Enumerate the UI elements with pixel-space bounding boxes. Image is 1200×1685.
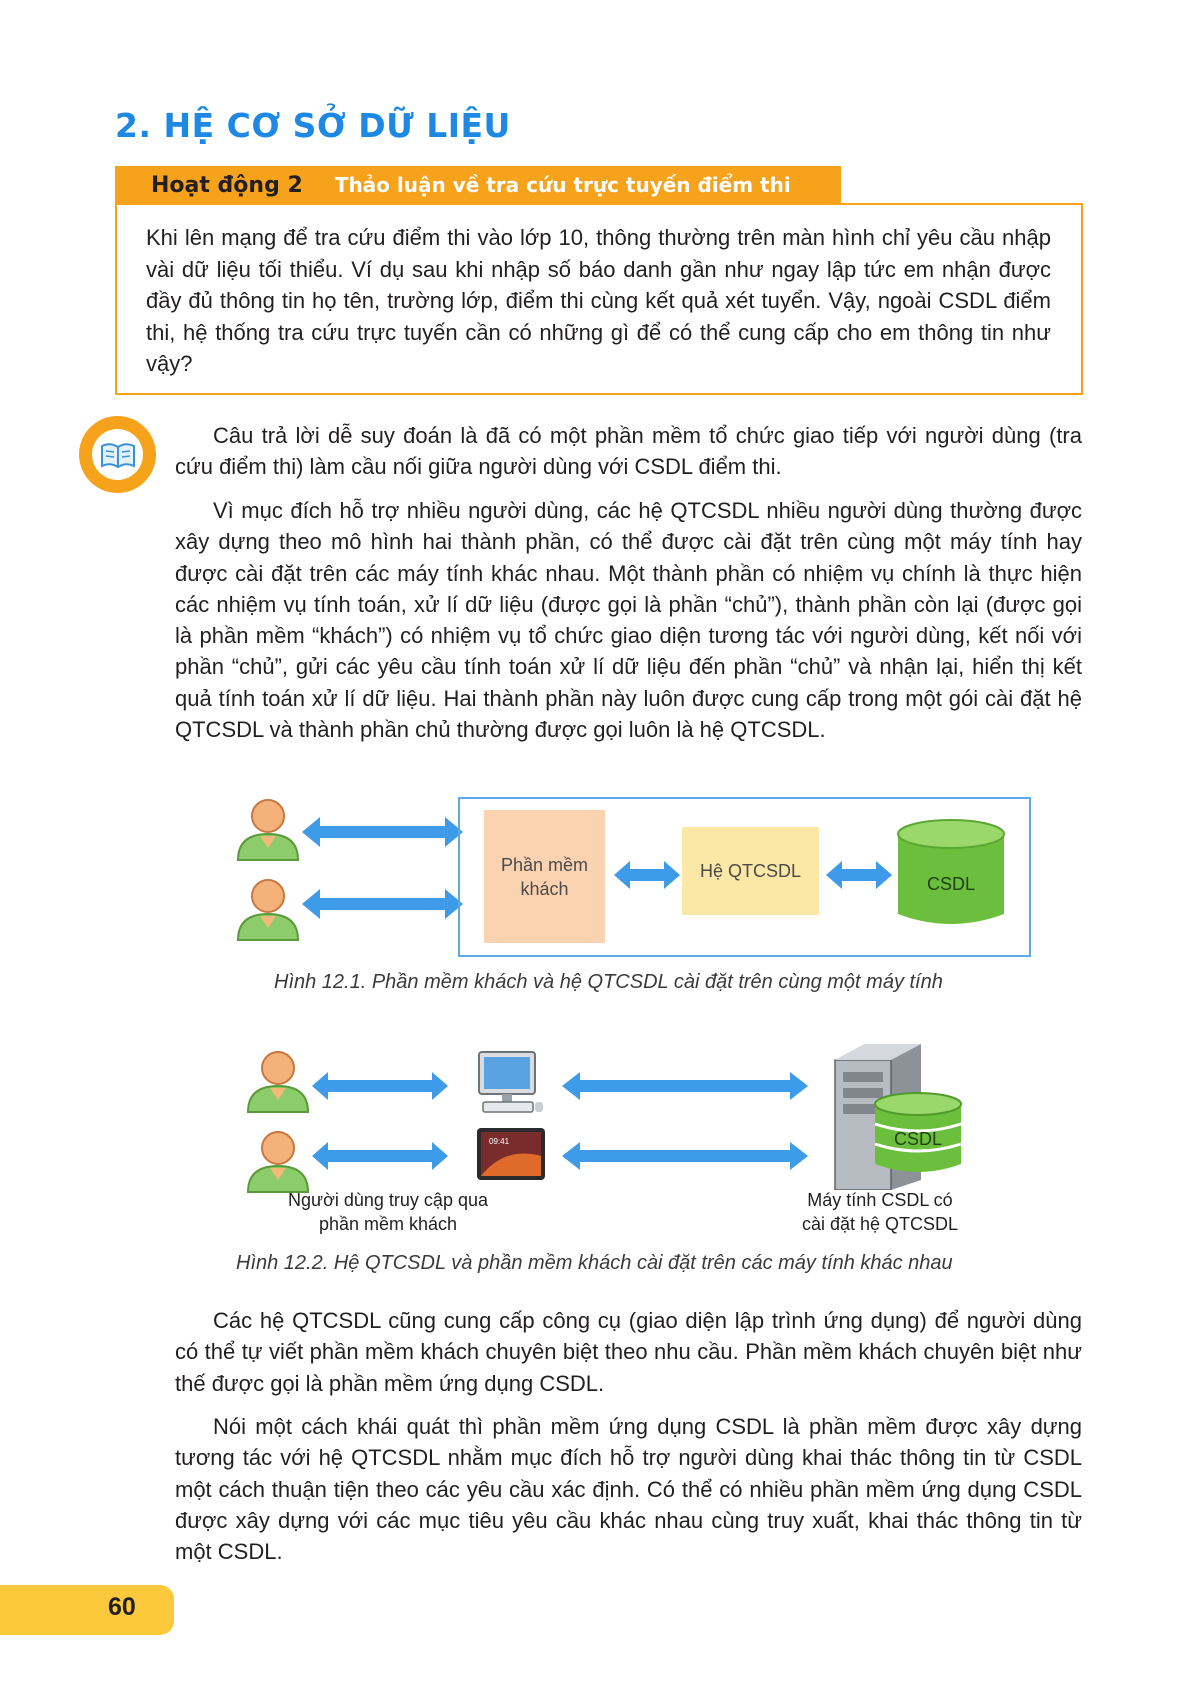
database-cylinder-icon	[875, 1093, 961, 1172]
tablet-time: 09:41	[489, 1137, 510, 1146]
double-arrow-icon	[312, 1142, 448, 1170]
user-icon	[248, 1052, 308, 1112]
activity-header	[115, 166, 841, 204]
paragraph-2: Vì mục đích hỗ trợ nhiều người dùng, các hệ QTCSDL nhiều người dùng thường được xây dựng theo mô hình hai thành phần, có thể được cài đặt trên cùng một máy tính hay được cài đặt trên các máy tính khác nhau. Một thành phần có nhiệm vụ chính là thực hiện các nhiệm vụ tính toán, xử lí dữ liệu (được gọi là phần “chủ”), thành phần còn lại (được gọi là phần mềm “khách”) có nhiệm vụ tổ chức giao diện tương tác với người dùng, kết nối với phần “chủ”, gửi các yêu cầu tính toán xử lí dữ liệu đến phần “chủ” và nhận lại, hiển thị kết quả tính toán xử lí dữ liệu. Hai thành phần này luôn được cung cấp trong một gói cài đặt hệ QTCSDL và thành phần chủ thường được gọi luôn là hệ QTCSDL.	[175, 498, 1082, 743]
double-arrow-icon	[302, 889, 463, 919]
database-server-icon	[825, 1040, 965, 1190]
server-db-label: CSDL	[893, 1129, 943, 1149]
user-icons-figure1	[230, 790, 310, 950]
user-icon	[238, 880, 298, 940]
desktop-computer-icon	[475, 1050, 545, 1120]
users-label-line1: Người dùng truy cập qua	[288, 1190, 488, 1210]
db-label: CSDL	[926, 874, 976, 894]
paragraph-4: Nói một cách khái quát thì phần mềm ứng dụng CSDL là phần mềm được xây dựng tương tác với hệ QTCSDL nhằm mục đích hỗ trợ người dùng khai thác thông tin từ CSDL một cách thuận tiện theo các yêu cầu xác định. Có thể có nhiều phần mềm ứng dụng CSDL được xây dựng với các mục tiêu yêu cầu khác nhau cùng truy xuất, khai thác thông tin từ một CSDL.	[175, 1414, 1082, 1565]
arrows-devices-server	[560, 1070, 810, 1180]
paragraph-3: Các hệ QTCSDL cũng cung cấp công cụ (giao diện lập trình ứng dụng) để người dùng có thể tự viết phần mềm khách chuyên biệt theo nhu cầu. Phần mềm khách chuyên biệt như thế được gọi là phần mềm ứng dụng CSDL.	[175, 1308, 1082, 1396]
activity-title: Thảo luận về tra cứu trực tuyến điểm thi	[334, 173, 791, 197]
user-icon	[248, 1132, 308, 1192]
page-number: 60	[108, 1593, 136, 1621]
dbms-box	[682, 827, 819, 915]
user-icons-figure2	[240, 1040, 320, 1200]
server-label	[780, 1188, 980, 1236]
activity-text: Khi lên mạng để tra cứu điểm thi vào lớp 10, thông thường trên màn hình chỉ yêu cầu nhập vài dữ liệu tối thiểu. Ví dụ sau khi nhập số báo danh gần như ngay lập tức em nhận được đầy đủ thông tin họ tên, trường lớp, điểm thi cùng kết quả xét tuyển. Vậy, ngoài CSDL điểm thi, hệ thống tra cứu trực tuyến cần có những gì để có thể cung cấp cho em thông tin như vậy?	[146, 225, 1051, 376]
server-label-line2: cài đặt hệ QTCSDL	[801, 1214, 959, 1234]
double-arrow-icon	[302, 817, 463, 847]
users-label	[268, 1188, 508, 1236]
double-arrow-icon	[312, 1072, 448, 1100]
arrows-users-client	[300, 815, 465, 925]
section-title: 2. HỆ CƠ SỞ DỮ LIỆU	[115, 106, 511, 145]
figure2-caption: Hình 12.2. Hệ QTCSDL và phần mềm khách cài đặt trên các máy tính khác nhau	[236, 1252, 953, 1274]
database-cylinder-icon	[896, 818, 1006, 933]
activity-number: Hoạt động 2	[151, 172, 303, 198]
paragraph-1: Câu trả lời dễ suy đoán là đã có một phần mềm tổ chức giao tiếp với người dùng (tra cứu điểm thi) làm cầu nối giữa người dùng với CSDL điểm thi.	[175, 423, 1082, 480]
client-software-label: Phần mềm khách	[500, 854, 589, 899]
server-label-line1: Máy tính CSDL có	[807, 1190, 953, 1210]
arrows-users-devices	[310, 1070, 450, 1180]
open-book-icon	[79, 416, 156, 493]
figure1-caption: Hình 12.1. Phần mềm khách và hệ QTCSDL cài đặt trên cùng một máy tính	[274, 971, 943, 993]
double-arrow-icon	[612, 858, 682, 892]
client-software-box	[484, 810, 605, 943]
double-arrow-icon	[562, 1072, 808, 1100]
tablet-icon	[475, 1126, 547, 1184]
user-icon	[238, 800, 298, 860]
dbms-label: Hệ QTCSDL	[699, 860, 802, 881]
double-arrow-icon	[824, 858, 894, 892]
page-number-badge	[0, 1585, 174, 1635]
double-arrow-icon	[562, 1142, 808, 1170]
users-label-line2: phần mềm khách	[318, 1214, 458, 1234]
